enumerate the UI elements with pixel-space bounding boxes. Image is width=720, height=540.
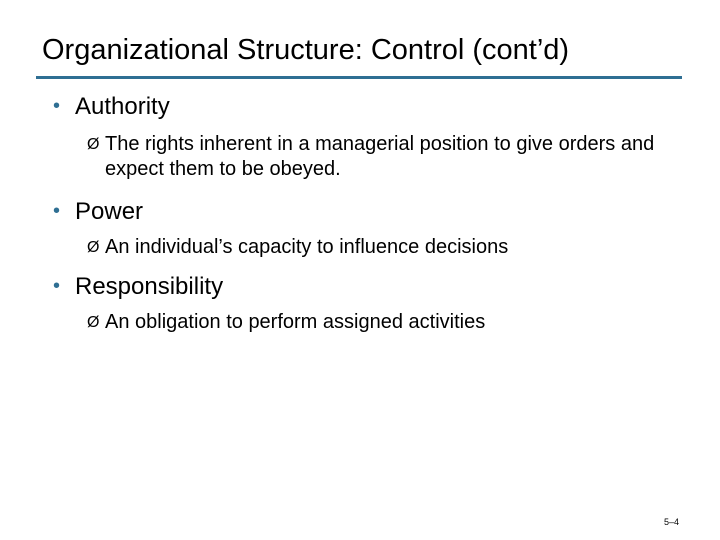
bullet-dot-icon: •: [53, 275, 61, 297]
bullet-heading: Authority: [75, 93, 170, 120]
sub-bullet-text: An obligation to perform assigned activities: [105, 311, 486, 333]
bullet-item-responsibility: [53, 271, 223, 302]
bullet-item-authority: [53, 91, 170, 122]
sub-bullet-authority: [87, 132, 665, 182]
bullet-heading: Responsibility: [75, 273, 224, 300]
bullet-dot-icon: •: [53, 95, 61, 117]
sub-bullet-power: [87, 235, 665, 260]
slide-title: Organizational Structure: Control (cont’d): [42, 34, 570, 66]
title-divider: [36, 76, 682, 79]
bullet-item-power: [53, 196, 143, 227]
arrow-bullet-icon: Ø: [87, 136, 100, 153]
sub-bullet-text: An individual’s capacity to influence decisions: [105, 236, 509, 258]
bullet-heading: Power: [75, 198, 144, 225]
page-number: 5–4: [663, 517, 679, 527]
sub-bullet-responsibility: [87, 310, 665, 335]
bullet-dot-icon: •: [53, 200, 61, 222]
sub-bullet-text: The rights inherent in a managerial position to give orders and expect them to be obeyed.: [105, 133, 655, 180]
arrow-bullet-icon: Ø: [87, 314, 100, 331]
arrow-bullet-icon: Ø: [87, 239, 100, 256]
